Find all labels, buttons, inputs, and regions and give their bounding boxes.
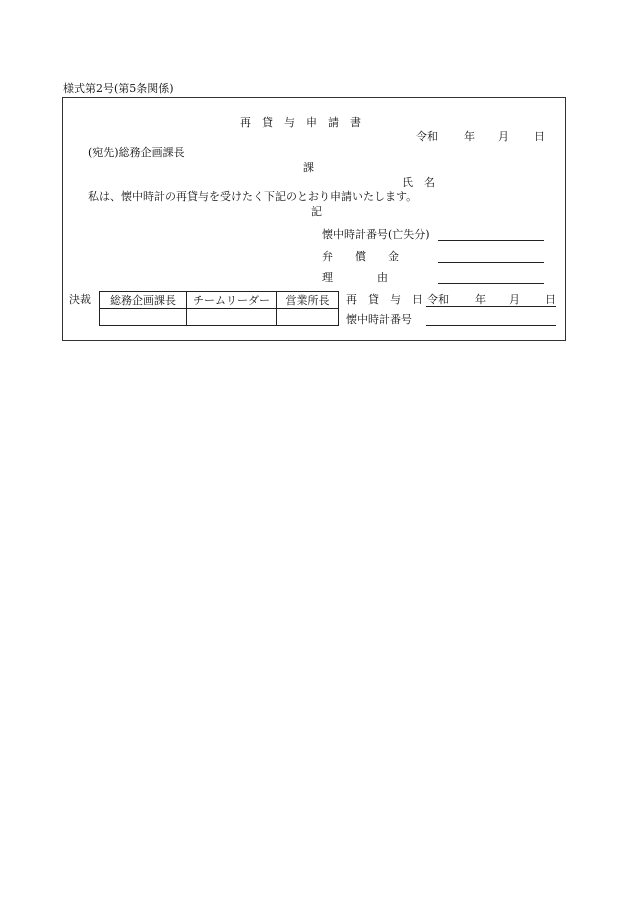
- ki-label: 記: [311, 205, 322, 218]
- date-day: 日: [534, 130, 545, 143]
- reissue-date-line: [426, 306, 556, 307]
- reason-line: [438, 283, 544, 284]
- approval-label: 決裁: [69, 293, 91, 306]
- addressee: (宛先)総務企画課長: [88, 146, 185, 159]
- compensation-label: 弁 償 金: [322, 250, 399, 263]
- reissue-year: 年: [475, 293, 486, 306]
- form-number: 様式第2号(第5条関係): [63, 82, 174, 95]
- approval-table: [99, 291, 339, 326]
- reissue-date-label: 再 貸 与 日: [346, 293, 423, 306]
- department-label: 課: [303, 161, 314, 174]
- reissue-watch-number-label: 懐中時計番号: [346, 313, 412, 326]
- applicant-name-label: 氏 名: [402, 176, 435, 189]
- date-year: 年: [464, 130, 475, 143]
- reissue-day: 日: [545, 293, 556, 306]
- approval-column-team-leader: チームリーダー: [187, 292, 277, 309]
- approval-header-row: [100, 292, 339, 309]
- reason-label: 理 由: [322, 271, 388, 284]
- approval-seal-row: [100, 309, 339, 326]
- approval-column-office-manager: 営業所長: [277, 292, 339, 309]
- approval-column-general-manager: 総務企画課長: [100, 292, 187, 309]
- reissue-month: 月: [509, 293, 520, 306]
- approval-seal-general-manager: [100, 309, 187, 326]
- date-month: 月: [498, 130, 509, 143]
- date-era: 令和: [416, 130, 438, 143]
- compensation-line: [438, 262, 544, 263]
- reissue-watch-number-line: [426, 325, 556, 326]
- watch-number-lost-label: 懐中時計番号(亡失分): [322, 228, 430, 241]
- form-title: 再 貸 与 申 請 書: [240, 116, 361, 129]
- approval-seal-office-manager: [277, 309, 339, 326]
- approval-seal-team-leader: [187, 309, 277, 326]
- reissue-era: 令和: [427, 293, 449, 306]
- statement: 私は、懐中時計の再貸与を受けたく下記のとおり申請いたします。: [88, 190, 418, 203]
- watch-number-lost-line: [438, 240, 544, 241]
